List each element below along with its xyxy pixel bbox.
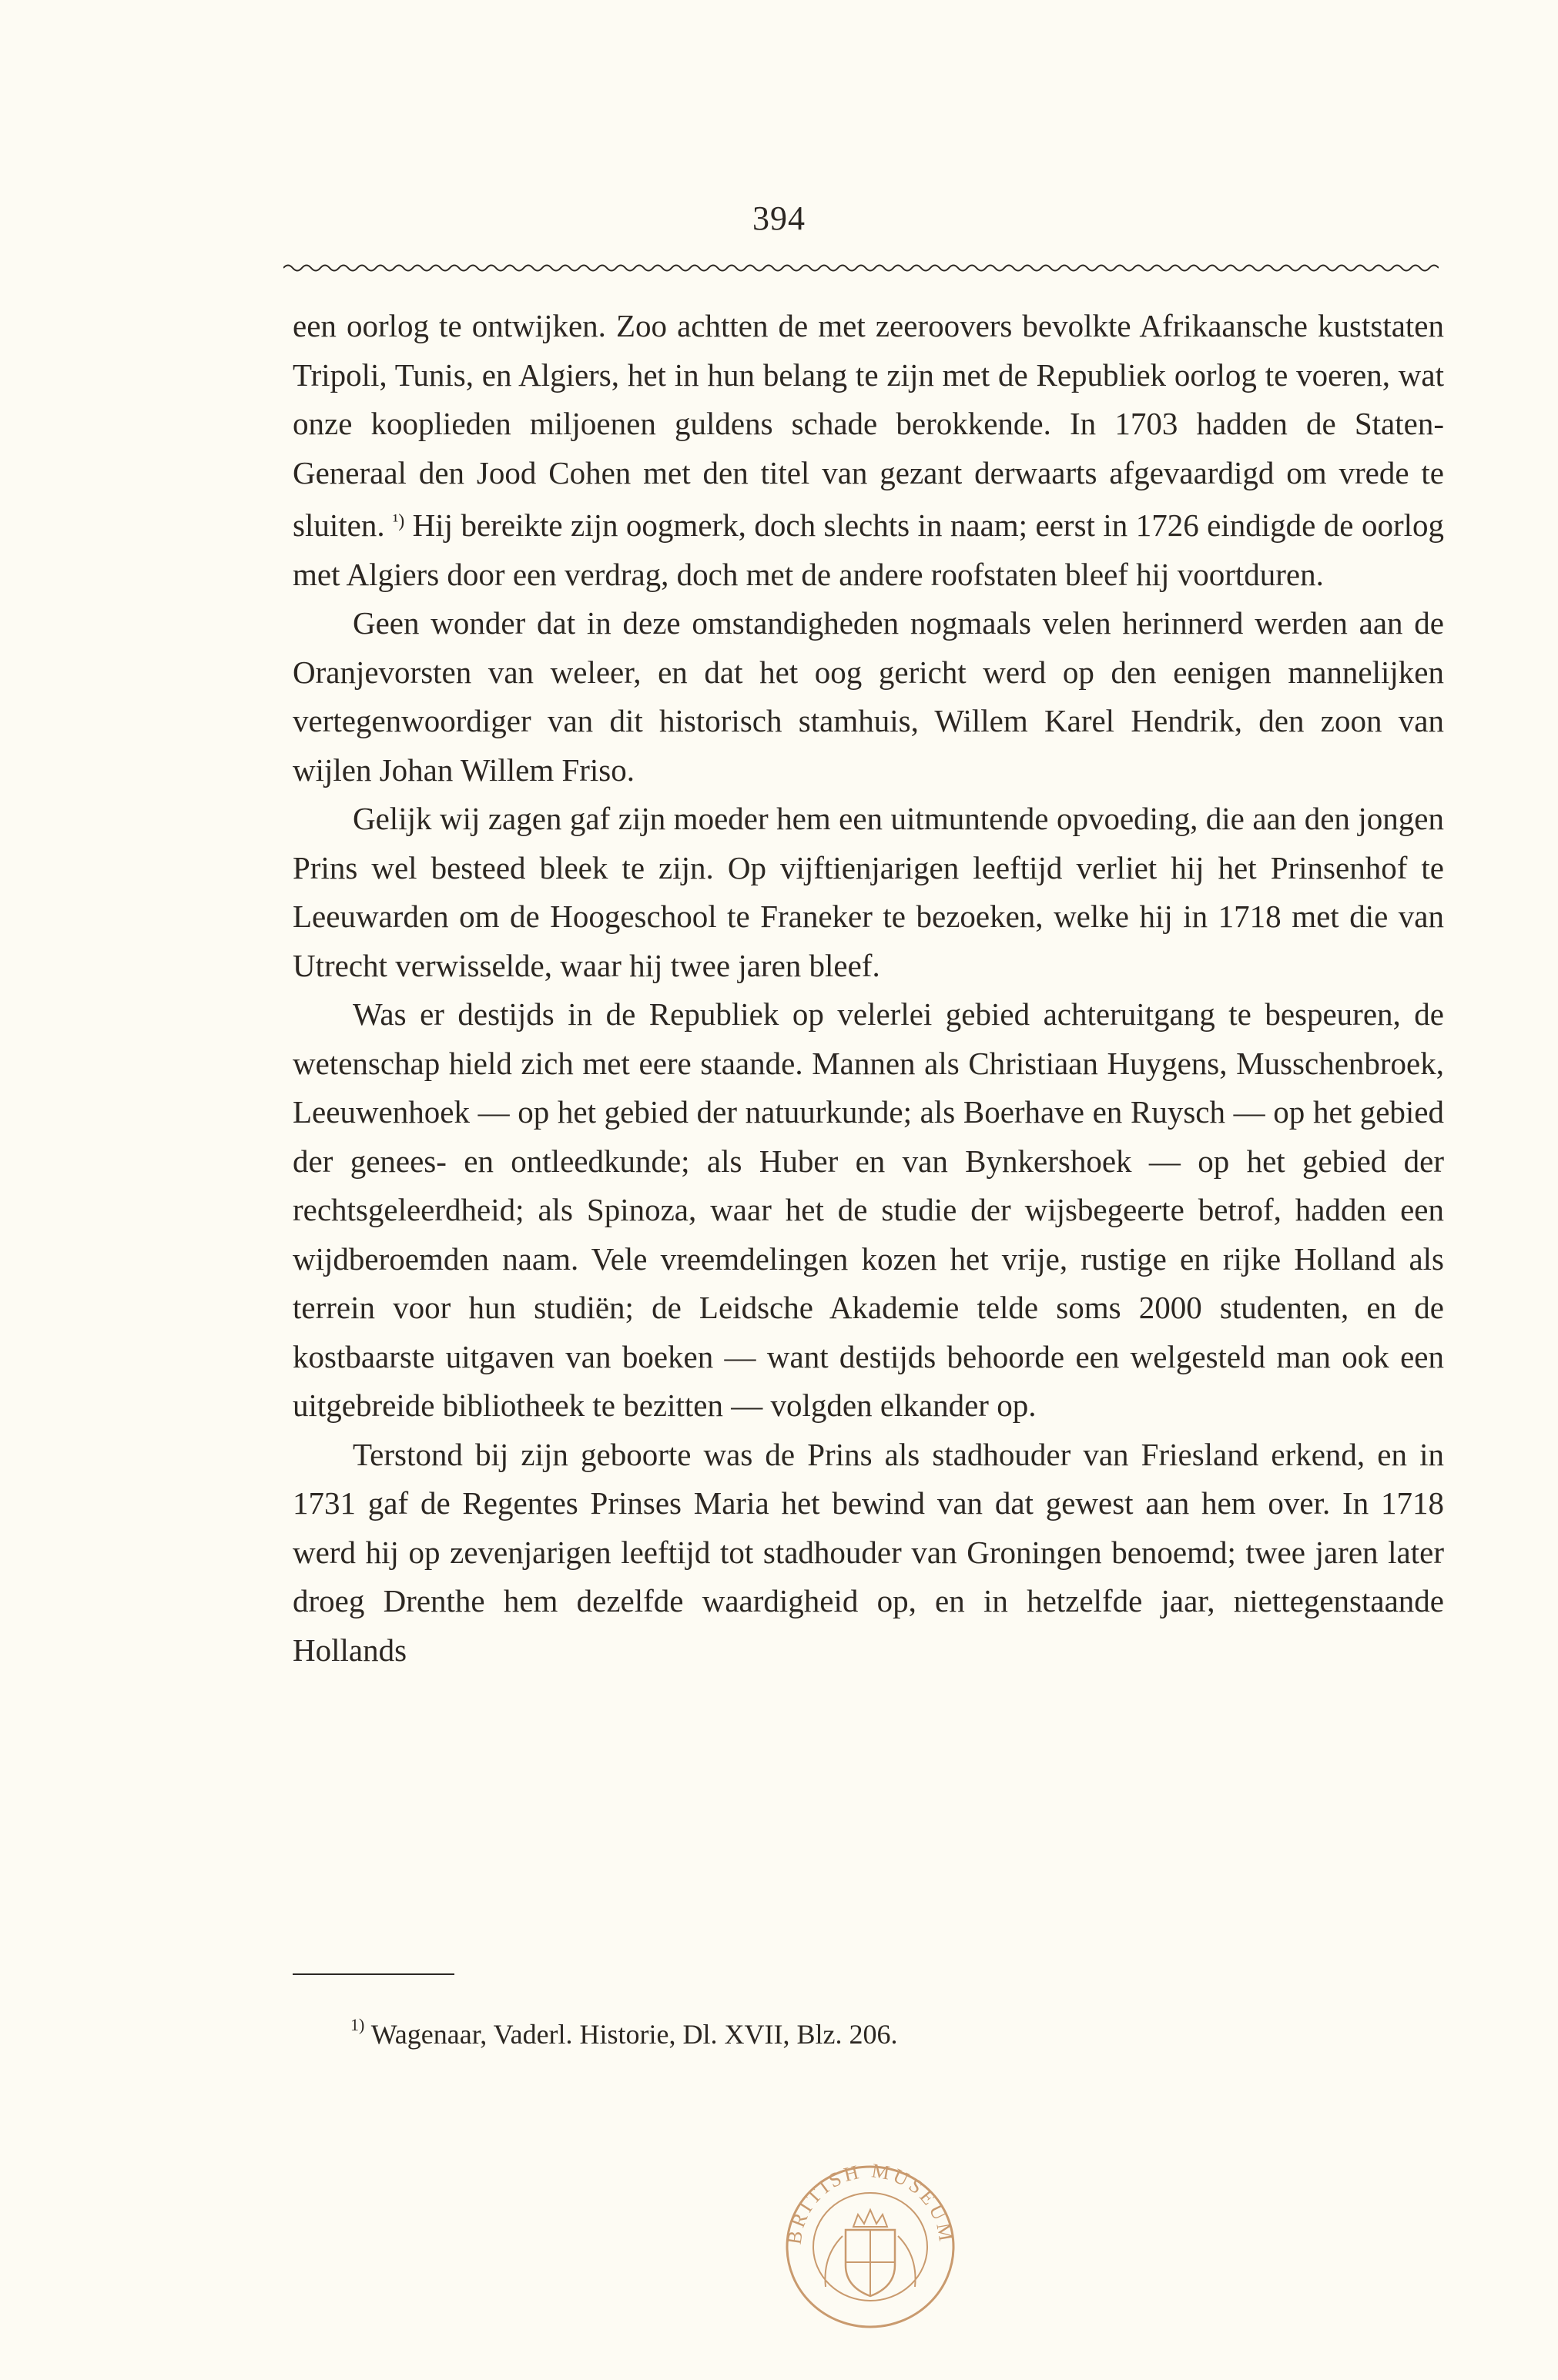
footnote-divider bbox=[293, 1973, 454, 1975]
library-stamp bbox=[778, 2156, 963, 2333]
body-text bbox=[293, 302, 1444, 1675]
wavy-rule bbox=[283, 260, 1439, 276]
paragraph-4: Was er destijds in de Republiek op velerlei gebied achteruitgang te bespeuren, de wetenschap hield zich met eere staande. Mannen als Christiaan Huygens, Musschenbroek, Leeuwenhoek — op het gebied der natuurkunde; als Boerhave en Ruysch — op het gebied der genees- en ontleedkunde; als Huber en van Bynkershoek — op het gebied der rechtsgeleerdheid; als Spinoza, waar het de studie der wijsbegeerte betrof, hadden een wijdberoemden naam. Vele vreemdelingen kozen het vrije, rustige en rijke Holland als terrein voor hun studiën; de Leidsche Akademie telde soms 2000 studenten, en de kostbaarste uitgaven van boeken — want destijds behoorde een welgesteld man ook een uitgebreide bibliotheek te bezitten — volgden elkander op. bbox=[293, 996, 1444, 1423]
footnote-text: Wagenaar, Vaderl. Historie, Dl. XVII, Blz. 206. bbox=[370, 2019, 898, 2050]
footnote-marker: 1) bbox=[350, 2015, 365, 2034]
footnote-reference: ¹) bbox=[393, 511, 405, 531]
paragraph-3: Gelijk wij zagen gaf zijn moeder hem een uitmuntende opvoeding, die aan den jongen Prins wel besteed bleek te zijn. Op vijftienjarigen leeftijd verliet hij het Prinsenhof te Leeuwarden om de Hoogeschool te Franeker te bezoeken, welke hij in 1718 met die van Utrecht verwisselde, waar hij twee jaren bleef. bbox=[293, 801, 1444, 983]
footnote bbox=[350, 2015, 898, 2050]
stamp-legend: BRITISH MUSEUM bbox=[782, 2159, 958, 2246]
page-number: 394 bbox=[752, 199, 806, 237]
paragraph-5: Terstond bij zijn geboorte was de Prins als stadhouder van Friesland erkend, en in 1731 gaf de Regentes Prinses Maria het bewind van dat gewest aan hem over. In 1718 werd hij op zevenjarigen leeftijd tot stadhouder van Groningen benoemd; twee jaren later droeg Drenthe hem dezelfde waardigheid op, en in hetzelfde jaar, niettegenstaande Hollands bbox=[293, 1436, 1444, 1668]
paragraph-1: een oorlog te ontwijken. Zoo achtten de met zeeroovers bevolkte Afrikaansche kuststaten Tripoli, Tunis, en Algiers, het in hun belang te zijn met de Republiek oorlog te voeren, wat onze kooplieden miljoenen guldens schade berokkende. In 1703 hadden de Staten-Generaal den Jood Cohen met den titel van gezant derwaarts afgevaardigd om vrede te sluiten. $^{^1)}$ Hij bereikte zijn oogmerk, doch slechts in naam; eerst in 1726 eindigde de oorlog met Algiers door een verdrag, doch met de andere roofstaten bleef hij voortduren. bbox=[293, 308, 1444, 592]
paragraph-2: Geen wonder dat in deze omstandigheden nogmaals velen herinnerd werden aan de Oranjevorsten van weleer, en dat het oog gericht werd op den eenigen mannelijken vertegenwoordiger van dit historisch stamhuis, Willem Karel Hendrik, den zoon van wijlen Johan Willem Friso. bbox=[293, 605, 1444, 788]
